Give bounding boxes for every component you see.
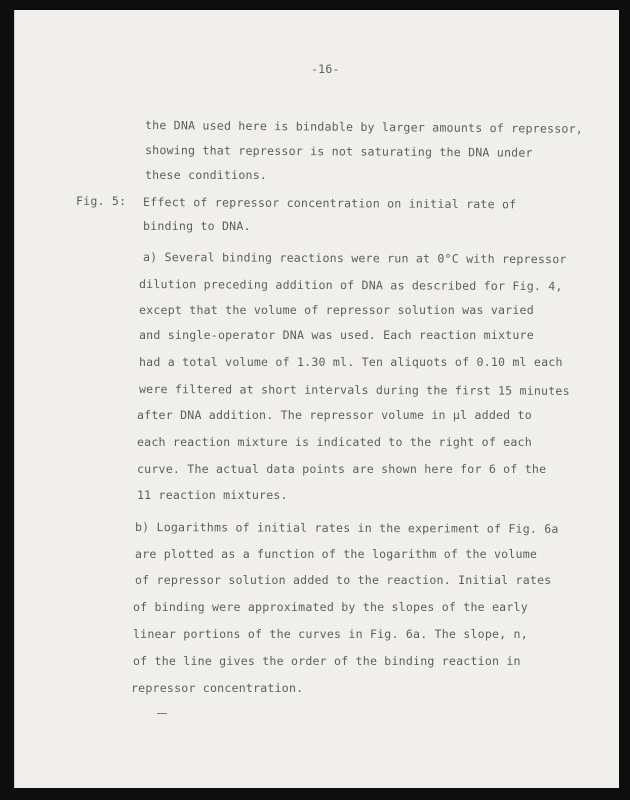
stray-mark <box>157 713 167 714</box>
part-a-line: each reaction mixture is indicated to the right of each <box>137 435 532 449</box>
part-a-line: were filtered at short intervals during the first 15 minutes <box>138 382 570 398</box>
part-a-line: had a total volume of 1.30 ml. Ten aliquots of 0.10 ml each <box>139 355 563 369</box>
figure-title-line: Effect of repressor concentration on initial rate of <box>142 195 517 212</box>
document-page <box>14 10 619 788</box>
figure-title-line: binding to DNA. <box>143 219 251 233</box>
continuation-line: the DNA used here is bindable by larger amounts of repressor, <box>144 118 584 136</box>
continuation-line: these conditions. <box>145 168 268 182</box>
part-a-line: except that the volume of repressor solution was varied <box>139 303 534 317</box>
page-number: -16- <box>311 62 340 76</box>
part-b-line: linear portions of the curves in Fig. 6a. The slope, n, <box>133 627 528 641</box>
part-b-line: of repressor solution added to the reaction. Initial rates <box>135 573 552 587</box>
part-a-line: dilution preceding addition of DNA as described for Fig. 4, <box>138 277 563 294</box>
part-a-line: curve. The actual data points are shown here for 6 of the <box>137 462 547 476</box>
part-a-line: 11 reaction mixtures. <box>137 488 288 502</box>
part-b-line: are plotted as a function of the logarithm of the volume <box>135 547 538 561</box>
part-b-line: of the line gives the order of the binding reaction in <box>133 654 521 668</box>
figure-label: Fig. 5: <box>76 194 127 208</box>
part-a-line: a) Several binding reactions were run at 0°C with repressor <box>142 250 567 267</box>
continuation-line: showing that repressor is not saturating the DNA under <box>144 143 533 160</box>
part-a-line: after DNA addition. The repressor volume in µl added to <box>137 408 532 422</box>
part-b-line: repressor concentration. <box>131 681 304 695</box>
part-a-line: and single-operator DNA was used. Each reaction mixture <box>139 328 534 342</box>
part-b-line: b) Logarithms of initial rates in the experiment of Fig. 6a <box>134 520 559 536</box>
part-b-line: of binding were approximated by the slopes of the early <box>133 600 528 614</box>
